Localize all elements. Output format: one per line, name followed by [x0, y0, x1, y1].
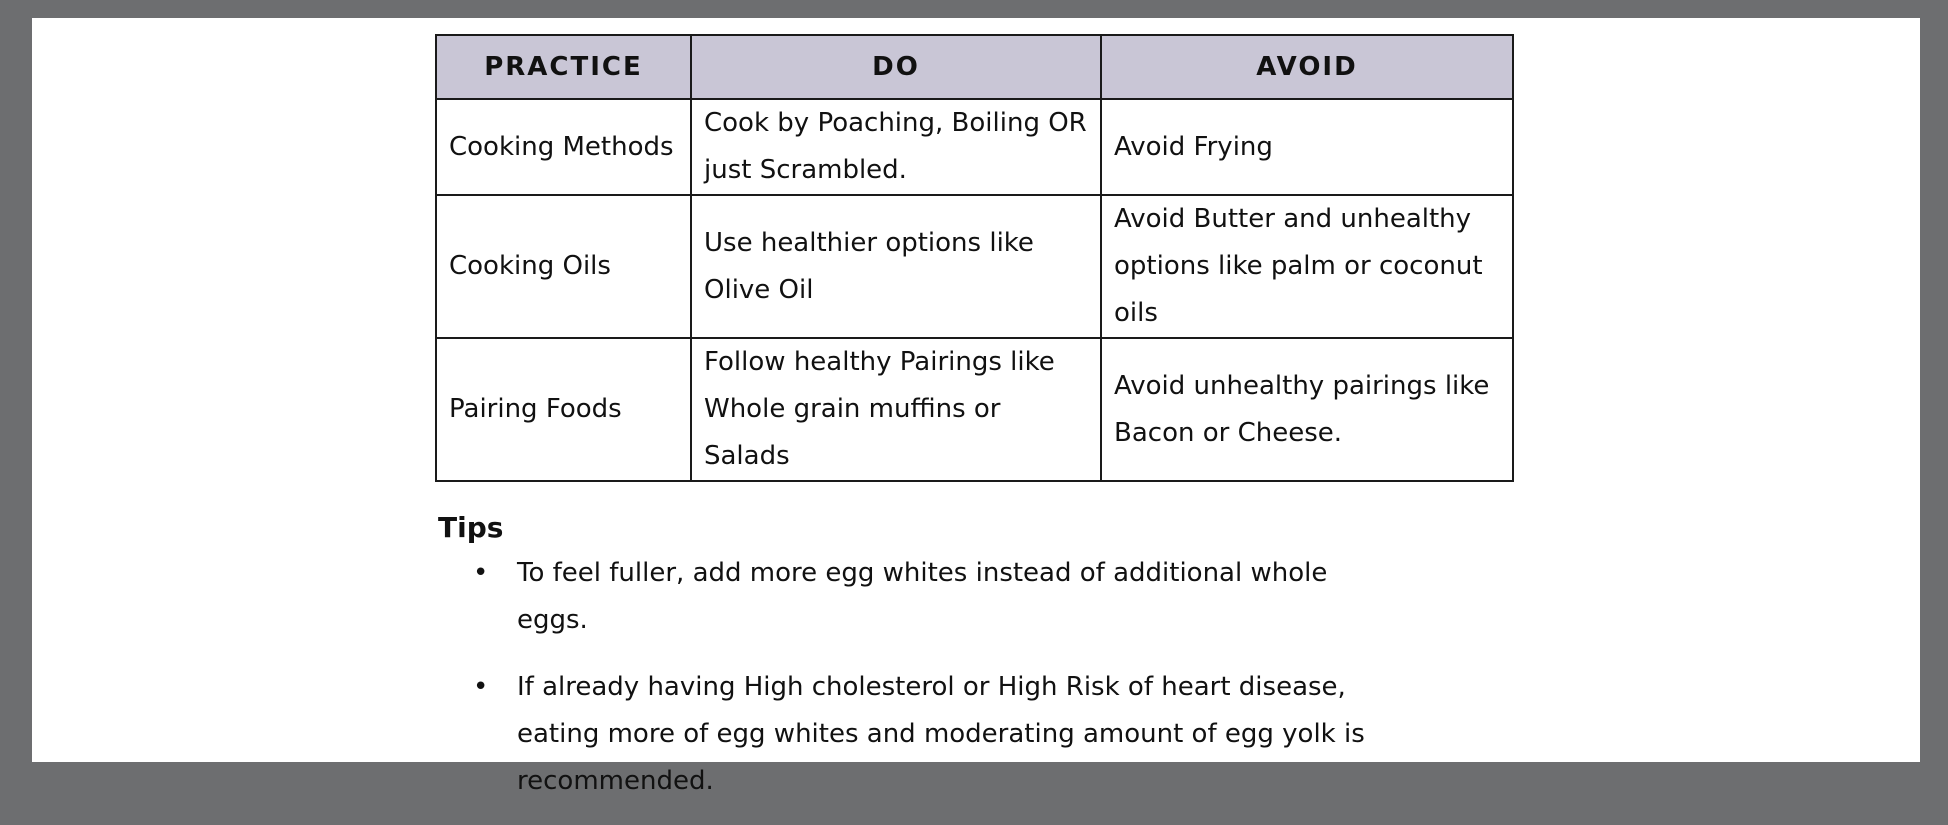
table-row — [436, 338, 1513, 481]
table-header-row — [436, 35, 1513, 99]
tip-text: To feel fuller, add more egg whites instead of additional whole eggs. — [517, 558, 1328, 635]
table-row — [436, 99, 1513, 195]
egg-practices-table — [435, 34, 1514, 482]
avoid-cell: Avoid Butter and unhealthy options like palm or coconut oils — [1101, 195, 1513, 338]
practice-cell: Cooking Oils — [436, 195, 691, 338]
tips-heading: Tips — [438, 511, 504, 544]
do-cell: Use healthier options like Olive Oil — [691, 195, 1101, 338]
header-avoid: AVOID — [1101, 35, 1513, 99]
avoid-cell: Avoid unhealthy pairings like Bacon or Cheese. — [1101, 338, 1513, 481]
avoid-cell: Avoid Frying — [1101, 99, 1513, 195]
header-do: DO — [691, 35, 1101, 99]
do-cell: Follow healthy Pairings like Whole grain muffins or Salads — [691, 338, 1101, 481]
bullet-icon: • — [473, 672, 489, 702]
list-item — [435, 550, 1377, 644]
table-row — [436, 195, 1513, 338]
practice-cell: Cooking Methods — [436, 99, 691, 195]
bullet-icon: • — [473, 558, 489, 588]
tip-text: If already having High cholesterol or High Risk of heart disease, eating more of egg whites and moderating amount of egg yolk is recommended. — [517, 672, 1365, 796]
tips-list — [435, 550, 1535, 805]
do-cell: Cook by Poaching, Boiling OR just Scrambled. — [691, 99, 1101, 195]
document-content — [435, 34, 1535, 825]
practice-cell: Pairing Foods — [436, 338, 691, 481]
header-practice: PRACTICE — [436, 35, 691, 99]
list-item — [435, 664, 1377, 805]
document-page — [32, 18, 1920, 796]
